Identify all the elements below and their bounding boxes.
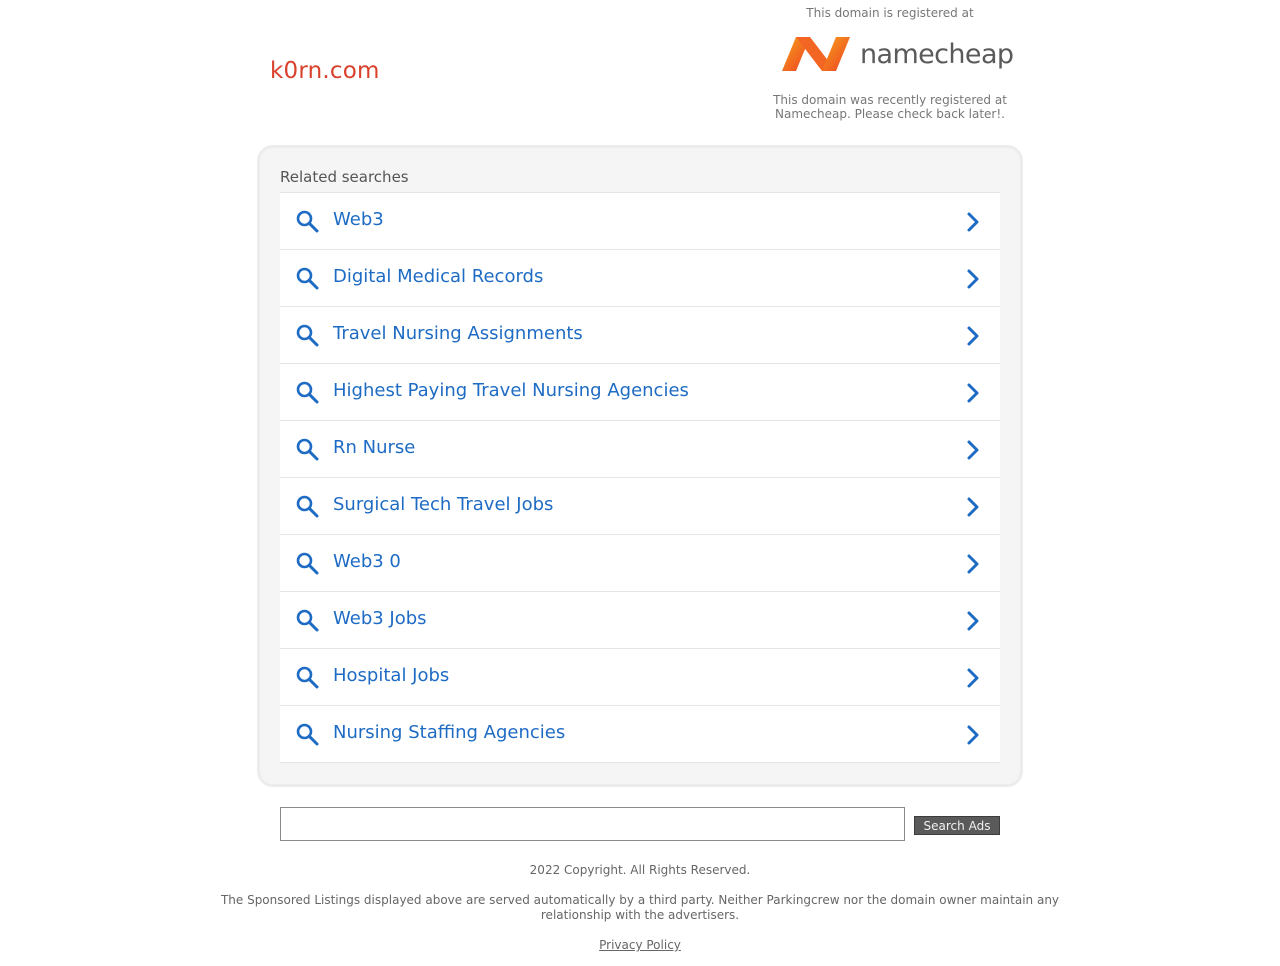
domain-name: k0rn.com — [270, 58, 380, 84]
namecheap-wordmark: namecheap — [860, 39, 1014, 70]
related-search-item[interactable] — [280, 307, 1000, 364]
registrar-note: This domain was recently registered at Namecheap. Please check back later!. — [773, 93, 1007, 121]
related-search-item[interactable] — [280, 193, 1000, 250]
search-ads-button[interactable]: Search Ads — [914, 816, 1000, 835]
copyright-text: 2022 Copyright. All Rights Reserved. — [529, 863, 751, 877]
search-ads-input[interactable] — [280, 807, 905, 841]
related-search-item[interactable] — [280, 649, 1000, 706]
related-searches-title: Related searches — [280, 168, 409, 186]
related-search-item[interactable] — [280, 535, 1000, 592]
search-icon — [295, 494, 319, 518]
chevron-right-icon — [965, 667, 981, 689]
registrar-intro: This domain is registered at — [806, 6, 974, 20]
search-icon — [295, 209, 319, 233]
related-searches-list — [280, 192, 1000, 763]
disclaimer-text — [0, 893, 1280, 923]
related-search-item[interactable] — [280, 421, 1000, 478]
chevron-right-icon — [965, 268, 981, 290]
search-icon — [295, 551, 319, 575]
search-icon — [295, 266, 319, 290]
chevron-right-icon — [965, 496, 981, 518]
privacy-footer — [0, 938, 1280, 952]
search-icon — [295, 380, 319, 404]
related-search-item[interactable] — [280, 364, 1000, 421]
search-icon — [295, 665, 319, 689]
related-search-label[interactable]: Nursing Staffing Agencies — [333, 722, 566, 743]
namecheap-logo[interactable] — [780, 33, 1014, 75]
related-search-label[interactable]: Web3 Jobs — [333, 608, 427, 629]
search-icon — [295, 323, 319, 347]
chevron-right-icon — [965, 439, 981, 461]
related-search-label[interactable]: Travel Nursing Assignments — [333, 323, 583, 344]
related-search-item[interactable] — [280, 592, 1000, 649]
chevron-right-icon — [965, 553, 981, 575]
search-icon — [295, 608, 319, 632]
related-search-label[interactable]: Web3 — [333, 209, 384, 230]
chevron-right-icon — [965, 610, 981, 632]
chevron-right-icon — [965, 382, 981, 404]
disclaimer-body: The Sponsored Listings displayed above are served automatically by a third party. Neither Parkingcrew nor the domain owner maintain any relationship with the advertisers. — [220, 893, 1060, 922]
related-search-label[interactable]: Surgical Tech Travel Jobs — [333, 494, 554, 515]
chevron-right-icon — [965, 724, 981, 746]
related-search-label[interactable]: Highest Paying Travel Nursing Agencies — [333, 380, 689, 401]
related-search-label[interactable]: Hospital Jobs — [333, 665, 450, 686]
privacy-policy-link[interactable]: Privacy Policy — [599, 938, 681, 952]
related-search-label[interactable]: Digital Medical Records — [333, 266, 544, 287]
related-search-label[interactable]: Rn Nurse — [333, 437, 416, 458]
related-search-label[interactable]: Web3 0 — [333, 551, 401, 572]
namecheap-mark-icon — [780, 33, 852, 75]
search-icon — [295, 722, 319, 746]
related-search-item[interactable] — [280, 250, 1000, 307]
search-icon — [295, 437, 319, 461]
related-search-item[interactable] — [280, 706, 1000, 763]
chevron-right-icon — [965, 211, 981, 233]
chevron-right-icon — [965, 325, 981, 347]
related-search-item[interactable] — [280, 478, 1000, 535]
